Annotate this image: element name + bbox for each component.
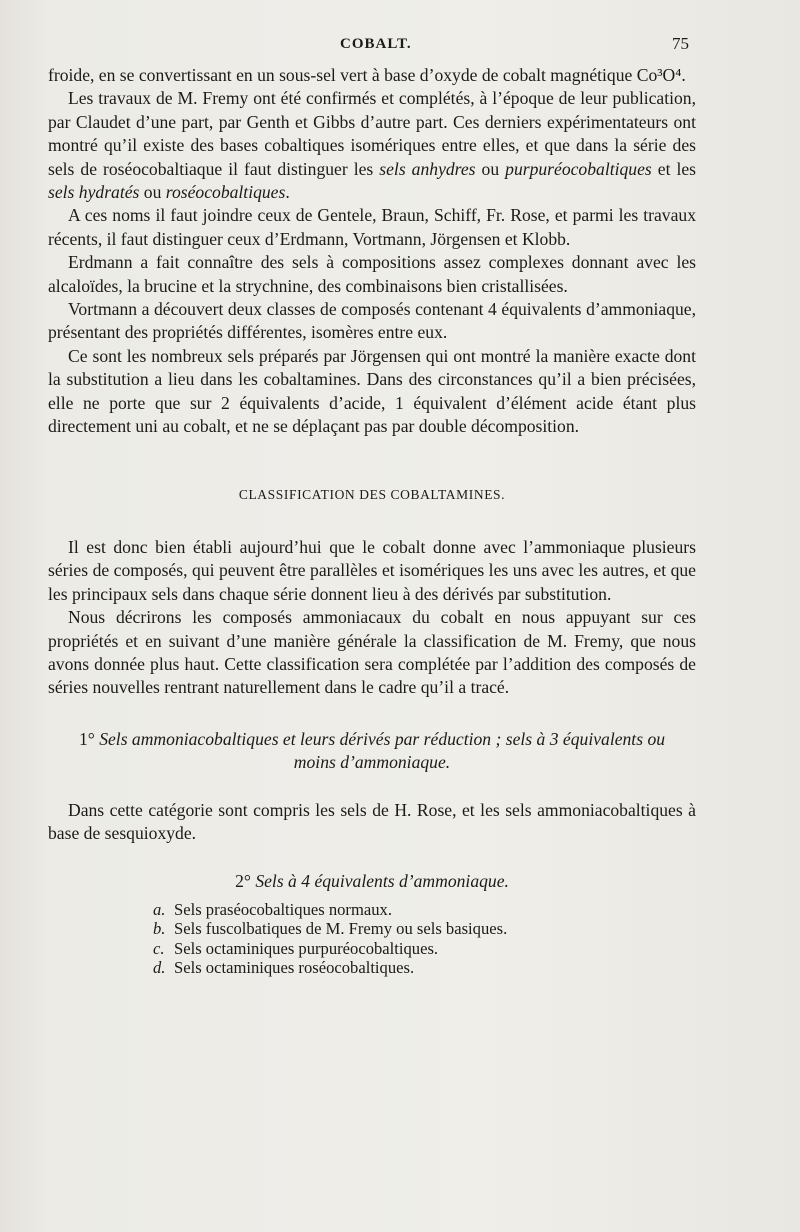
page-number: 75 — [672, 34, 689, 53]
group-2-title: Sels à 4 équivalents d’ammoniaque. — [250, 871, 509, 892]
section-title: CLASSIFICATION DES COBALTAMINES. — [238, 486, 506, 502]
term-purpureocobaltiques: purpuréocobaltiques — [505, 158, 652, 179]
running-title: COBALT. — [340, 36, 412, 52]
list-item: a. Sels praséocobaltiques normaux. — [153, 899, 392, 919]
term-roseocobaltiques: roséocobaltiques — [165, 182, 286, 203]
group-2-list — [153, 900, 696, 978]
paragraph-erdmann: Erdmann a fait connaître des sels à compositions assez complexes donnant avec les alcaloïdes, la brucine et la strychnine, des combinaisons bien cristallisées. — [48, 252, 696, 296]
paragraph-other-authors: A ces noms il faut joindre ceux de Gentele, Braun, Schiff, Fr. Rose, et parmi les travaux récents, il faut distinguer ceux d’Erdmann, Vortmann, Jörgensen et Klobb. — [48, 205, 696, 249]
group-1-title: Sels ammoniacobaltiques et leurs dérivés par réduction ; sels à 3 équivalents ou moins d’ammoniaque. — [94, 728, 666, 773]
group-2-heading — [48, 870, 696, 893]
group-1-body: Dans cette catégorie sont compris les sels de H. Rose, et les sels ammoniacobaltiques à base de sesquioxyde. — [48, 799, 696, 843]
term-sels-anhydres: sels anhydres — [379, 158, 476, 179]
group-1-number: 1° — [78, 728, 95, 749]
paragraph-continuation: froide, en se convertissant en un sous-sel vert à base d’oxyde de cobalt magnétique Co³O⁴. — [48, 65, 686, 85]
page-header — [0, 34, 800, 56]
group-2-number: 2° — [235, 871, 251, 892]
term-sels-hydrates: sels hydratés — [48, 182, 140, 203]
paragraph-vortmann: Vortmann a découvert deux classes de composés contenant 4 équivalents d’ammoniaque, présentant des propriétés différentes, isomères entre eux. — [48, 299, 696, 343]
group-1-heading — [48, 728, 696, 775]
paragraph-established: Il est donc bien établi aujourd’hui que le cobalt donne avec l’ammoniaque plusieurs séries de composés, qui peuvent être parallèles et isomériques les uns avec les autres, et que les principaux sels dans chaque série donnent lieu à des dérivés par substitution. — [48, 536, 696, 604]
paragraph-fremy-works: Les travaux de M. Fremy ont été confirmés et complétés, à l’époque de leur publication, par Claudet d’une part, par Genth et Gibbs d’autre part. Ces derniers expérimentateurs ont montré qu’il existe des bases cobaltiques isomériques entre elles, et que dans la série des sels de roséocobaltiaque il faut distinguer les sels anhydres ou purpuréocobaltiques et les sels hydratés ou roséocobaltiques. — [48, 88, 697, 203]
body-text — [48, 64, 696, 978]
paragraph-jorgensen: Ce sont les nombreux sels préparés par Jörgensen qui ont montré la manière exacte dont la substitution a lieu dans les cobaltamines. Dans des circonstances qu’il a bien précisées, elle ne porte que sur 2 équivalents d’acide, 1 équivalent d’élément acide étant plus directement uni au cobalt, et ne se déplaçant pas par double décomposition. — [48, 345, 696, 437]
paragraph-description: Nous décrirons les composés ammoniacaux du cobalt en nous appuyant sur ces propriétés et en suivant d’une manière générale la classification de M. Fremy, que nous avons donnée plus haut. Cette classification sera complétée par l’addition des composés de séries nouvelles rentrant naturellement dans le cadre qu’il a tracé. — [48, 607, 696, 698]
list-item: d. Sels octaminiques roséocobaltiques. — [153, 958, 415, 978]
list-item: b. Sels fuscolbatiques de M. Fremy ou sels basiques. — [153, 919, 508, 939]
list-item: c. Sels octaminiques purpuréocobaltiques. — [153, 938, 439, 958]
